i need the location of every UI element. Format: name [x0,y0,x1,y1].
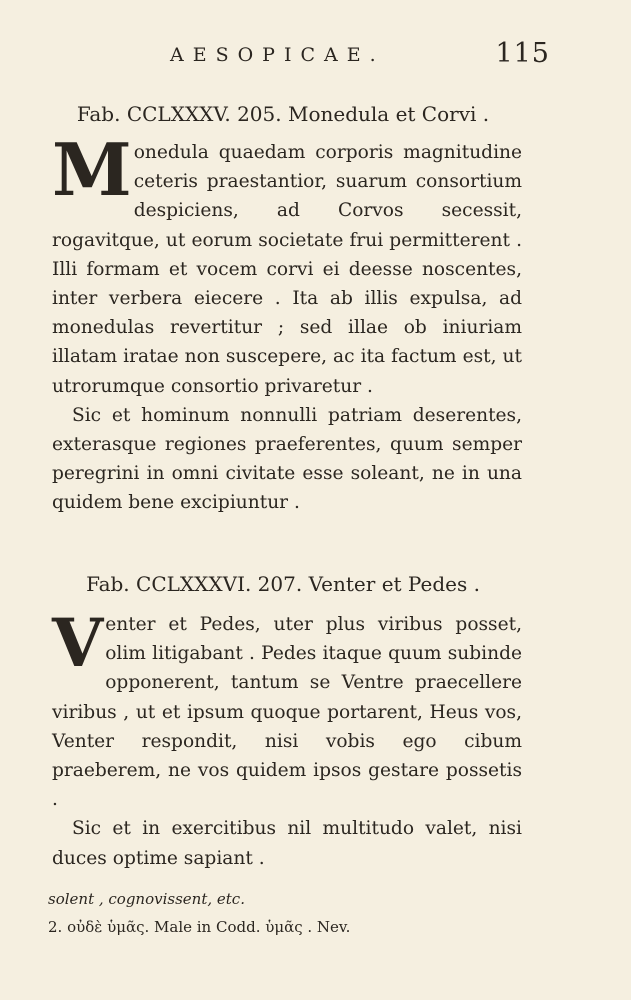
footnotes [48,885,588,941]
footnote-line: 2. οὐδὲ ὑμᾶς. Male in Codd. ὑμᾶς . Nev. [48,918,351,936]
fable-body [52,604,522,873]
fable-moral: Sic et hominum nonnulli patriam deserentes, exterasque regiones praeferentes, quum semper peregrini in omni civitate esse soleant, ne in una quidem bene excipiuntur . [52,404,522,514]
fable-title: Fab. CCLXXXV. 205. Monedula et Corvi . [76,102,490,126]
fable-venter [52,572,522,873]
drop-cap: M [52,127,132,212]
page-number: 115 [495,38,550,69]
fable-title: Fab. CCLXXXVI. 207. Venter et Pedes . [86,572,480,596]
fable-body [52,127,522,518]
fable-paragraph [52,604,522,814]
running-head [170,38,550,78]
fable-moral: Sic et in exercitibus nil multitudo valet, nisi duces optime sapiant . [52,818,522,869]
running-title: AESOPICAE. [170,44,385,66]
fable-paragraph [52,127,522,401]
fable-monedula [52,102,522,518]
drop-cap: V [52,604,104,682]
footnote-line: solent , cognovissent, etc. [48,890,245,908]
paragraph-text: onedula quaedam corporis magnitudine ceteris praestantior, suarum consortium despiciens, ad Corvos secessit, rogavitque, ut eorum societate frui permitterent . Illi formam et vocem corvi ei deesse noscentes, inter verbera eiecere . Ita ab illis expulsa, ad monedulas revertitur ; sed illae ob iniuriam illatam iratae non suscepere, ac ita factum est, ut utrorumque consortio privaretur . [52,142,522,397]
paragraph-text: enter et Pedes, uter plus viribus posset, olim litigabant . Pedes itaque quum subinde opponerent, tantum se Ventre praecellere viribus , ut et ipsum quoque portarent, Heus vos, Venter respondit, nisi vobis ego cibum praeberem, ne vos quidem ipsos gestare possetis . [52,614,522,811]
